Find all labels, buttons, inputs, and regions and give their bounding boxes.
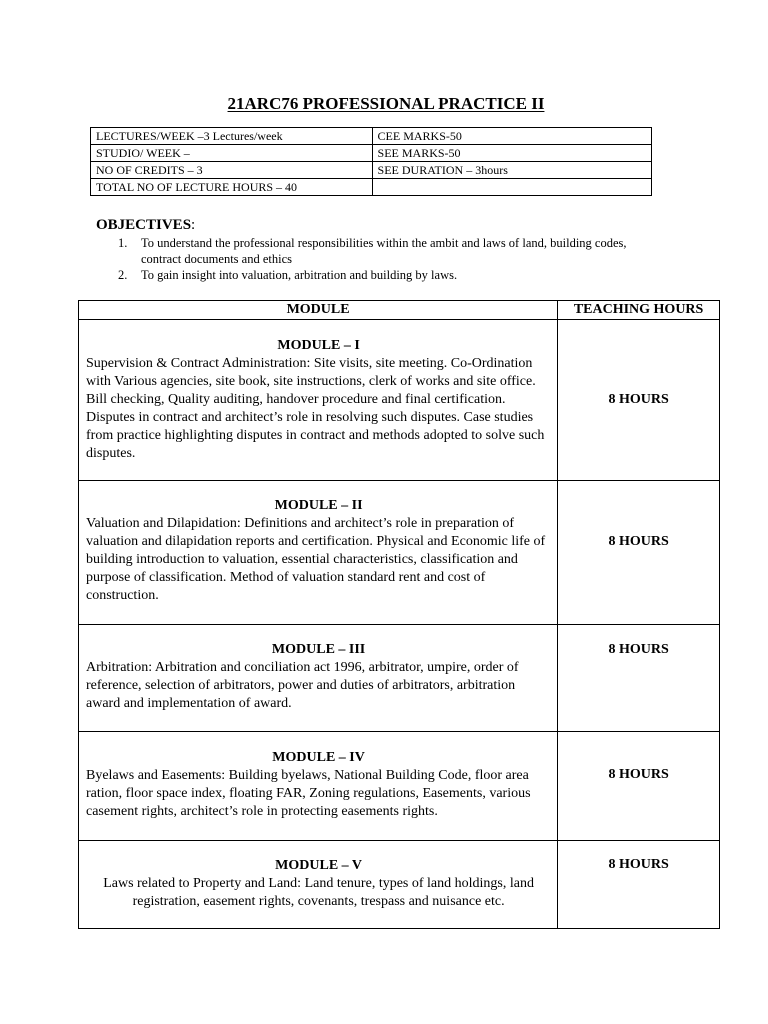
see-marks-cell: SEE MARKS-50 (372, 145, 651, 162)
cee-marks-cell: CEE MARKS-50 (372, 128, 651, 145)
module-row (79, 732, 720, 841)
objectives-heading-colon: : (191, 217, 196, 233)
course-info-row (91, 145, 652, 162)
module-title: MODULE – I (277, 338, 360, 353)
module-description: Supervision & Contract Administration: Site visits, site meeting. Co-Ordination with Various agencies, site book, site instructions, clerk of works and site office. Bill checking, Quality auditing, handover procedure and final certification. Disputes in contract and architect’s role in resolving such disputes. Case studies from practice highlighting disputes in contract and methods adopted to solve such disputes. (86, 356, 545, 461)
module-cell (79, 732, 558, 841)
module-cell (79, 481, 558, 625)
teaching-hours-value: 8 HOURS (608, 857, 669, 872)
module-title: MODULE – II (274, 498, 363, 513)
module-title: MODULE – IV (272, 750, 365, 765)
objectives-heading-text: OBJECTIVES (96, 217, 192, 233)
course-info-row (91, 162, 652, 179)
module-row (79, 841, 720, 929)
module-cell (79, 841, 558, 929)
teaching-hours-value: 8 HOURS (608, 767, 669, 782)
teaching-hours-value: 8 HOURS (608, 642, 669, 657)
course-info-row (91, 128, 652, 145)
module-description: Arbitration: Arbitration and conciliation act 1996, arbitrator, umpire, order of reference, selection of arbitrators, power and duties of arbitrators, arbitration award and implementation of award. (86, 660, 519, 711)
credits-cell: NO OF CREDITS – 3 (91, 162, 373, 179)
course-info-row (91, 179, 652, 196)
hours-cell (558, 320, 720, 481)
teaching-hours-value: 8 HOURS (608, 392, 669, 407)
objective-text: To gain insight into valuation, arbitration and building by laws. (141, 268, 458, 282)
module-column-header: MODULE (79, 301, 558, 320)
module-description: Valuation and Dilapidation: Definitions and architect’s role in preparation of valuation and dilapidation reports and certification. Physical and Economic life of building introduction to valuation, essential characteristics, classification and purpose of classification. Method of valuation standard rent and cost of construction. (86, 516, 546, 603)
module-title: MODULE – V (275, 858, 363, 873)
module-row (79, 481, 720, 625)
objective-number: 1. (118, 236, 128, 250)
hours-cell (558, 841, 720, 929)
teaching-hours-column-header: TEACHING HOURS (558, 301, 720, 320)
studio-per-week-cell: STUDIO/ WEEK – (91, 145, 373, 162)
module-cell (79, 625, 558, 732)
empty-cell (372, 179, 651, 196)
document-title-text: 21ARC76 PROFESSIONAL PRACTICE II (227, 94, 545, 113)
module-description: Byelaws and Easements: Building byelaws, National Building Code, floor area ration, floor space index, floating FAR, Zoning regulations, Easements, various casement rights, architect’s role in protecting easements rights. (86, 768, 531, 819)
module-description: Laws related to Property and Land: Land tenure, types of land holdings, land registration, easement rights, covenants, trespass and nuisance etc. (103, 876, 534, 909)
document-title (0, 94, 768, 114)
objective-item (118, 235, 658, 267)
teaching-hours-value: 8 HOURS (608, 534, 669, 549)
lecture-hours-cell: TOTAL NO OF LECTURE HOURS – 40 (91, 179, 373, 196)
module-cell (79, 320, 558, 481)
objective-item (118, 267, 658, 283)
objectives-list (118, 235, 658, 283)
objectives-heading (96, 217, 195, 234)
module-title: MODULE – III (271, 642, 366, 657)
module-row (79, 625, 720, 732)
lectures-per-week-cell: LECTURES/WEEK –3 Lectures/week (91, 128, 373, 145)
hours-cell (558, 732, 720, 841)
hours-cell (558, 481, 720, 625)
modules-header-row (79, 301, 720, 320)
course-info-table (90, 127, 652, 196)
modules-table (78, 300, 720, 929)
module-row (79, 320, 720, 481)
objective-number: 2. (118, 268, 128, 282)
see-duration-cell: SEE DURATION – 3hours (372, 162, 651, 179)
hours-cell (558, 625, 720, 732)
objective-text: To understand the professional responsibilities within the ambit and laws of land, building codes, contract documents and ethics (141, 236, 627, 266)
